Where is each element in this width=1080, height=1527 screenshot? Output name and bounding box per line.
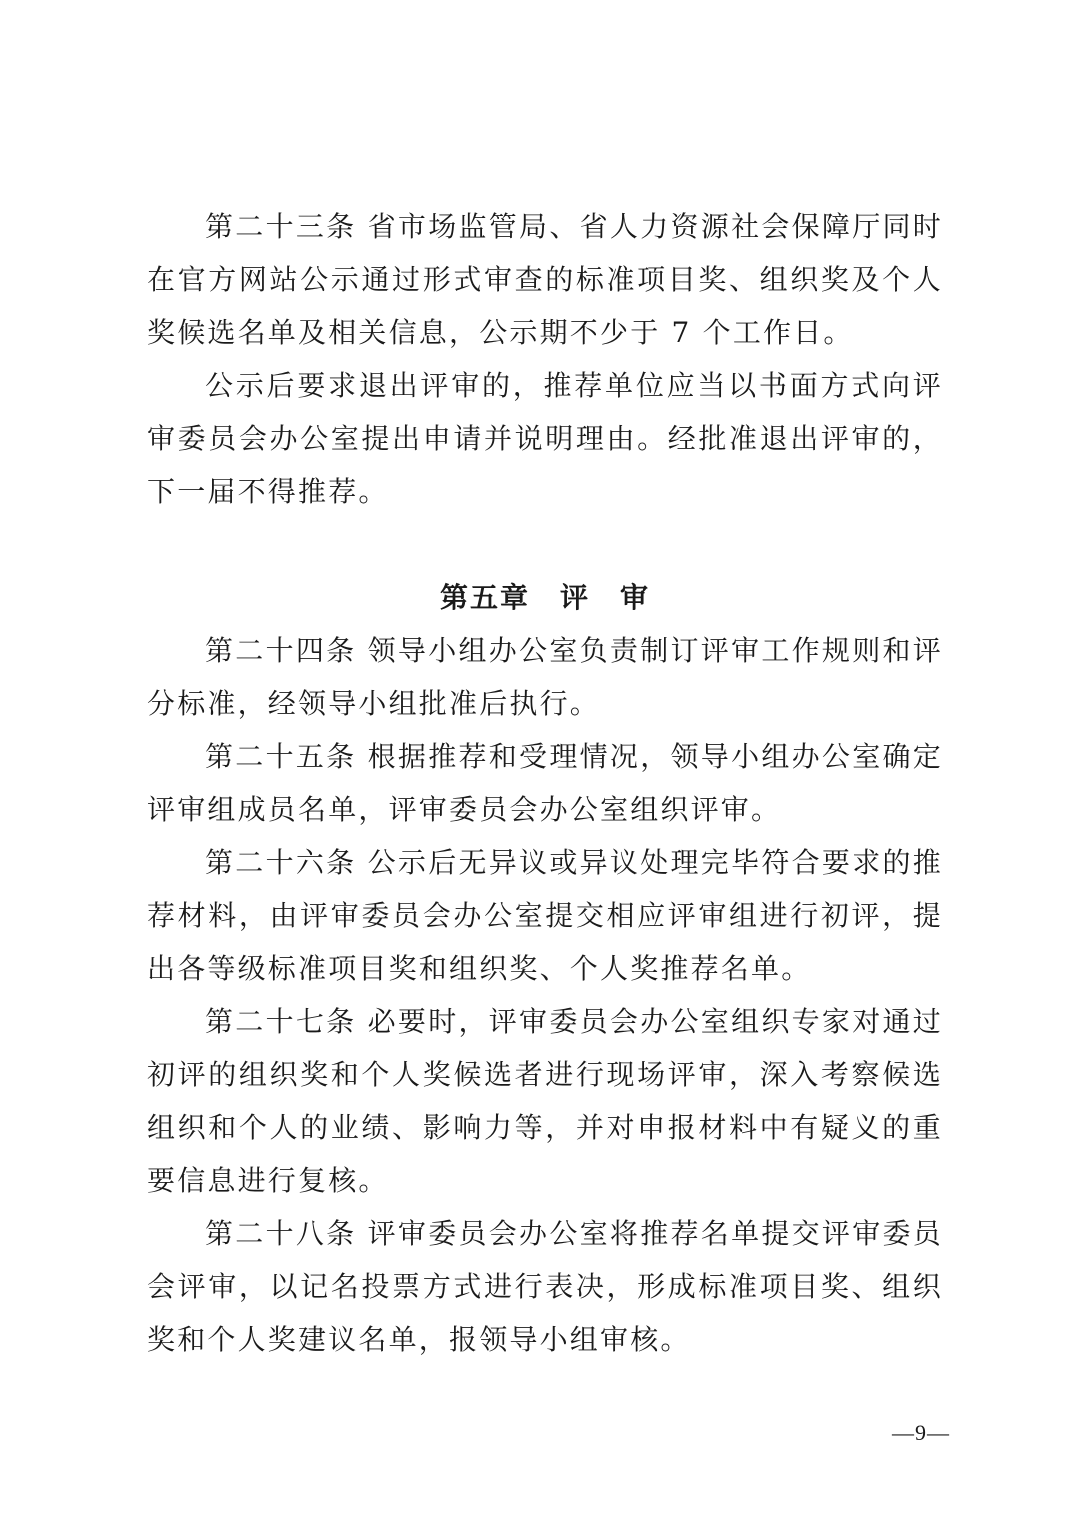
article-28: 第二十八条 评审委员会办公室将推荐名单提交评审委员会评审，以记名投票方式进行表决，形成标准项目奖、组织奖和个人奖建议名单，报领导小组审核。 xyxy=(147,1217,943,1356)
article-23-paragraph-1: 第二十三条 省市场监管局、省人力资源社会保障厅同时在官方网站公示通过形式审查的标准项目奖、组织奖及个人奖候选名单及相关信息，公示期不少于 7 个工作日。 xyxy=(147,210,943,349)
chapter-title: 第五章 评 审 xyxy=(439,581,650,614)
article-27: 第二十七条 必要时，评审委员会办公室组织专家对通过初评的组织奖和个人奖候选者进行现场评审，深入考察候选组织和个人的业绩、影响力等，并对申报材料中有疑义的重要信息进行复核。 xyxy=(147,1005,943,1197)
document-page xyxy=(147,200,943,1366)
article-23-paragraph-2: 公示后要求退出评审的，推荐单位应当以书面方式向评审委员会办公室提出申请并说明理由。经批准退出评审的，下一届不得推荐。 xyxy=(147,369,943,508)
article-25: 第二十五条 根据推荐和受理情况，领导小组办公室确定评审组成员名单，评审委员会办公室组织评审。 xyxy=(147,740,943,826)
article-26: 第二十六条 公示后无异议或异议处理完毕符合要求的推荐材料，由评审委员会办公室提交相应评审组进行初评，提出各等级标准项目奖和组织奖、个人奖推荐名单。 xyxy=(147,846,943,985)
article-24: 第二十四条 领导小组办公室负责制订评审工作规则和评分标准，经领导小组批准后执行。 xyxy=(147,634,943,720)
page-number: —9— xyxy=(892,1420,950,1445)
